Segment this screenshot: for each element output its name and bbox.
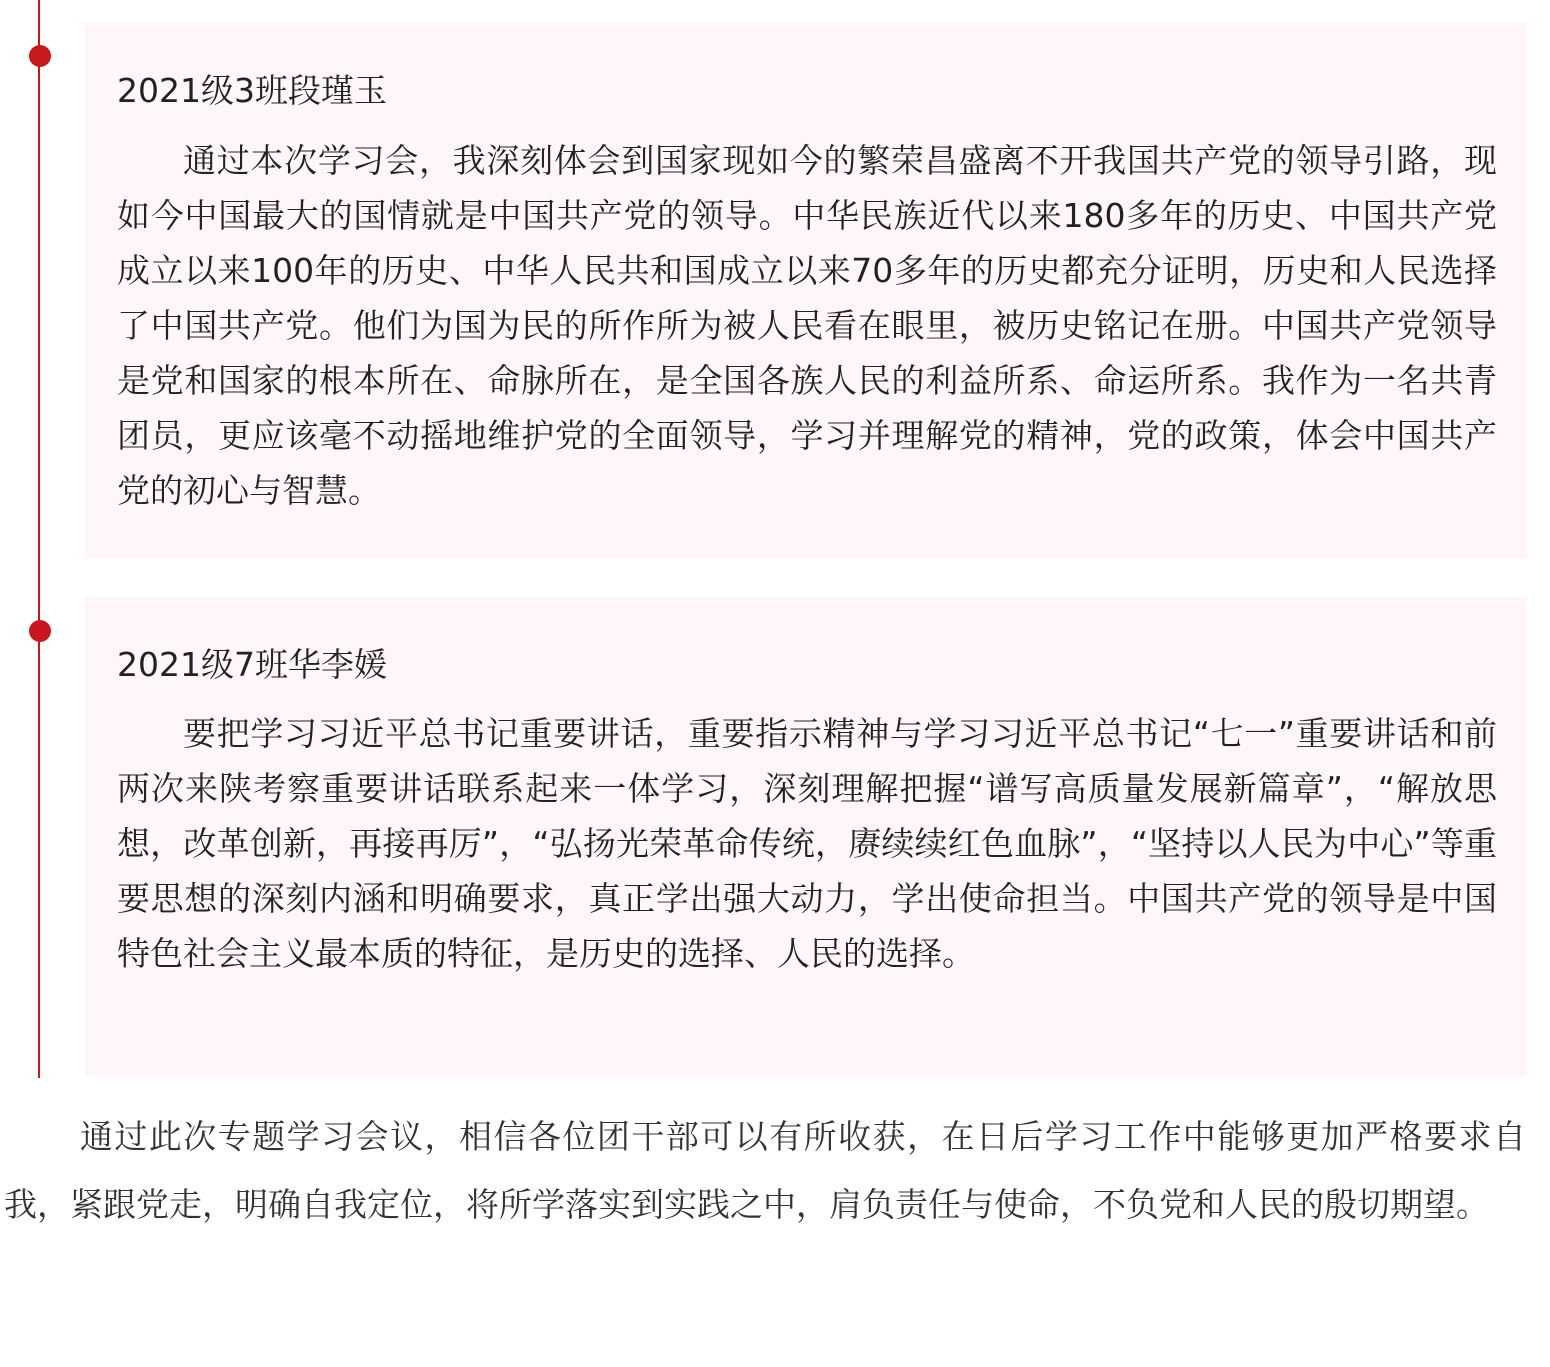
author-title: 2021级7班华李媛 <box>117 645 387 684</box>
reflection-text: 要把学习习近平总书记重要讲话，重要指示精神与学习习近平总书记“七一”重要讲话和前两次来陕考察重要讲话联系起来一体学习，深刻理解把握“谱写高质量发展新篇章”，“解放思想，改革创新，再接再厉”，“弘扬光荣革命传统，赓续续红色血脉”，“坚持以人民为中心”等重要思想的深刻内涵和明确要求，真正学出强大动力，学出使命担当。中国共产党的领导是中国特色社会主义最本质的特征，是历史的选择、人民的选择。 <box>117 714 1497 973</box>
reflection-text: 通过本次学习会，我深刻体会到国家现如今的繁荣昌盛离不开我国共产党的领导引路，现如今中国最大的国情就是中国共产党的领导。中华民族近代以来180多年的历史、中国共产党成立以来100年的历史、中华人民共和国成立以来70多年的历史都充分证明，历史和人民选择了中国共产党。他们为国为民的所作所为被人民看在眼里，被历史铭记在册。中国共产党领导是党和国家的根本所在、命脉所在，是全国各族人民的利益所系、命运所系。我作为一名共青团员，更应该毫不动摇地维护党的全面领导，学习并理解党的精神，党的政策，体会中国共产党的初心与智慧。 <box>117 141 1497 510</box>
author-title: 2021级3班段瑾玉 <box>117 71 387 110</box>
closing-paragraph: 通过此次专题学习会议，相信各位团干部可以有所收获，在日后学习工作中能够更加严格要求自我，紧跟党走，明确自我定位，将所学落实到实践之中，肩负责任与使命，不负党和人民的殷切期望。 <box>4 1117 1526 1224</box>
reflection-card <box>85 597 1527 1077</box>
reflection-card <box>85 22 1527 558</box>
timeline-line <box>38 0 40 1078</box>
timeline-dot-icon <box>29 45 51 67</box>
timeline-dot-icon <box>29 620 51 642</box>
